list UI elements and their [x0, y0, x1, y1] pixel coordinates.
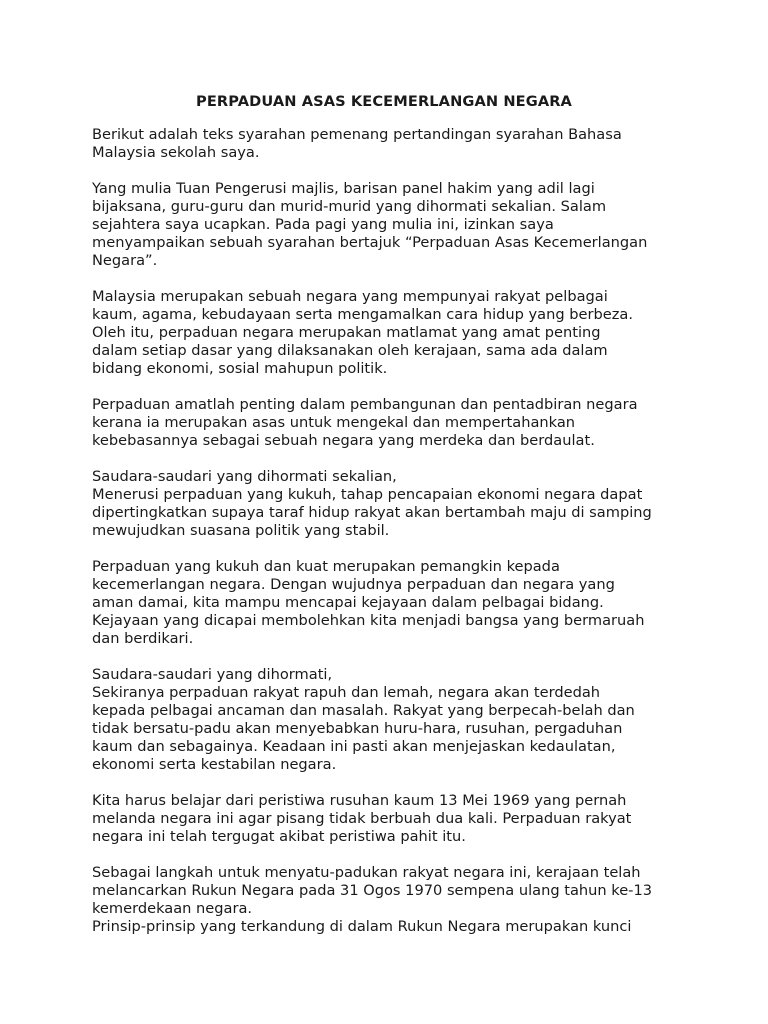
paragraph: [92, 126, 692, 162]
text-line: Menerusi perpaduan yang kukuh, tahap pencapaian ekonomi negara dapat: [92, 486, 643, 503]
paragraph: [92, 288, 692, 378]
text-line: kecemerlangan negara. Dengan wujudnya perpaduan dan negara yang: [92, 576, 615, 593]
text-line: Prinsip-prinsip yang terkandung di dalam Rukun Negara merupakan kunci: [92, 918, 632, 935]
text-line: Malaysia sekolah saya.: [92, 144, 260, 161]
text-line: Oleh itu, perpaduan negara merupakan matlamat yang amat penting: [92, 324, 601, 341]
text-line: Kita harus belajar dari peristiwa rusuhan kaum 13 Mei 1969 yang pernah: [92, 792, 627, 809]
text-line: Perpaduan amatlah penting dalam pembangunan dan pentadbiran negara: [92, 396, 638, 413]
paragraph: [92, 180, 692, 270]
text-line: bijaksana, guru-guru dan murid-murid yang dihormati sekalian. Salam: [92, 198, 607, 215]
paragraph: [92, 864, 692, 936]
text-line: negara ini telah tergugat akibat peristiwa pahit itu.: [92, 828, 466, 845]
text-line: bidang ekonomi, sosial mahupun politik.: [92, 360, 388, 377]
text-line: Berikut adalah teks syarahan pemenang pertandingan syarahan Bahasa: [92, 126, 622, 143]
text-line: melanda negara ini agar pisang tidak berbuah dua kali. Perpaduan rakyat: [92, 810, 632, 827]
text-line: Sebagai langkah untuk menyatu-padukan rakyat negara ini, kerajaan telah: [92, 864, 641, 881]
text-line: melancarkan Rukun Negara pada 31 Ogos 1970 sempena ulang tahun ke-13: [92, 882, 653, 899]
text-line: kebebasannya sebagai sebuah negara yang merdeka dan berdaulat.: [92, 432, 595, 449]
text-line: Sekiranya perpaduan rakyat rapuh dan lemah, negara akan terdedah: [92, 684, 601, 701]
text-line: kepada pelbagai ancaman dan masalah. Rakyat yang berpecah-belah dan: [92, 702, 635, 719]
paragraph: [92, 558, 692, 648]
text-line: Malaysia merupakan sebuah negara yang mempunyai rakyat pelbagai: [92, 288, 608, 305]
text-line: Kejayaan yang dicapai membolehkan kita menjadi bangsa yang bermaruah: [92, 612, 645, 629]
document-title: PERPADUAN ASAS KECEMERLANGAN NEGARA: [196, 93, 572, 110]
text-line: tidak bersatu-padu akan menyebabkan huru-hara, rusuhan, pergaduhan: [92, 720, 623, 737]
text-line: menyampaikan sebuah syarahan bertajuk “Perpaduan Asas Kecemerlangan: [92, 234, 648, 251]
text-line: Saudara-saudari yang dihormati,: [92, 666, 333, 683]
text-line: Saudara-saudari yang dihormati sekalian,: [92, 468, 397, 485]
paragraph: [92, 792, 692, 846]
paragraph: [92, 468, 692, 540]
text-line: mewujudkan suasana politik yang stabil.: [92, 522, 390, 539]
document-body: [92, 126, 692, 954]
text-line: dan berdikari.: [92, 630, 194, 647]
text-line: kerana ia merupakan asas untuk mengekal dan mempertahankan: [92, 414, 576, 431]
text-line: kaum dan sebagainya. Keadaan ini pasti akan menjejaskan kedaulatan,: [92, 738, 616, 755]
text-line: aman damai, kita mampu mencapai kejayaan dalam pelbagai bidang.: [92, 594, 604, 611]
paragraph: [92, 396, 692, 450]
text-line: Perpaduan yang kukuh dan kuat merupakan pemangkin kepada: [92, 558, 560, 575]
paragraph: [92, 666, 692, 774]
text-line: dalam setiap dasar yang dilaksanakan oleh kerajaan, sama ada dalam: [92, 342, 608, 359]
text-line: kemerdekaan negara.: [92, 900, 253, 917]
text-line: dipertingkatkan supaya taraf hidup rakyat akan bertambah maju di samping: [92, 504, 652, 521]
text-line: kaum, agama, kebudayaan serta mengamalkan cara hidup yang berbeza.: [92, 306, 634, 323]
text-line: sejahtera saya ucapkan. Pada pagi yang mulia ini, izinkan saya: [92, 216, 554, 233]
text-line: ekonomi serta kestabilan negara.: [92, 756, 337, 773]
text-line: Yang mulia Tuan Pengerusi majlis, barisan panel hakim yang adil lagi: [92, 180, 595, 197]
text-line: Negara”.: [92, 252, 158, 269]
